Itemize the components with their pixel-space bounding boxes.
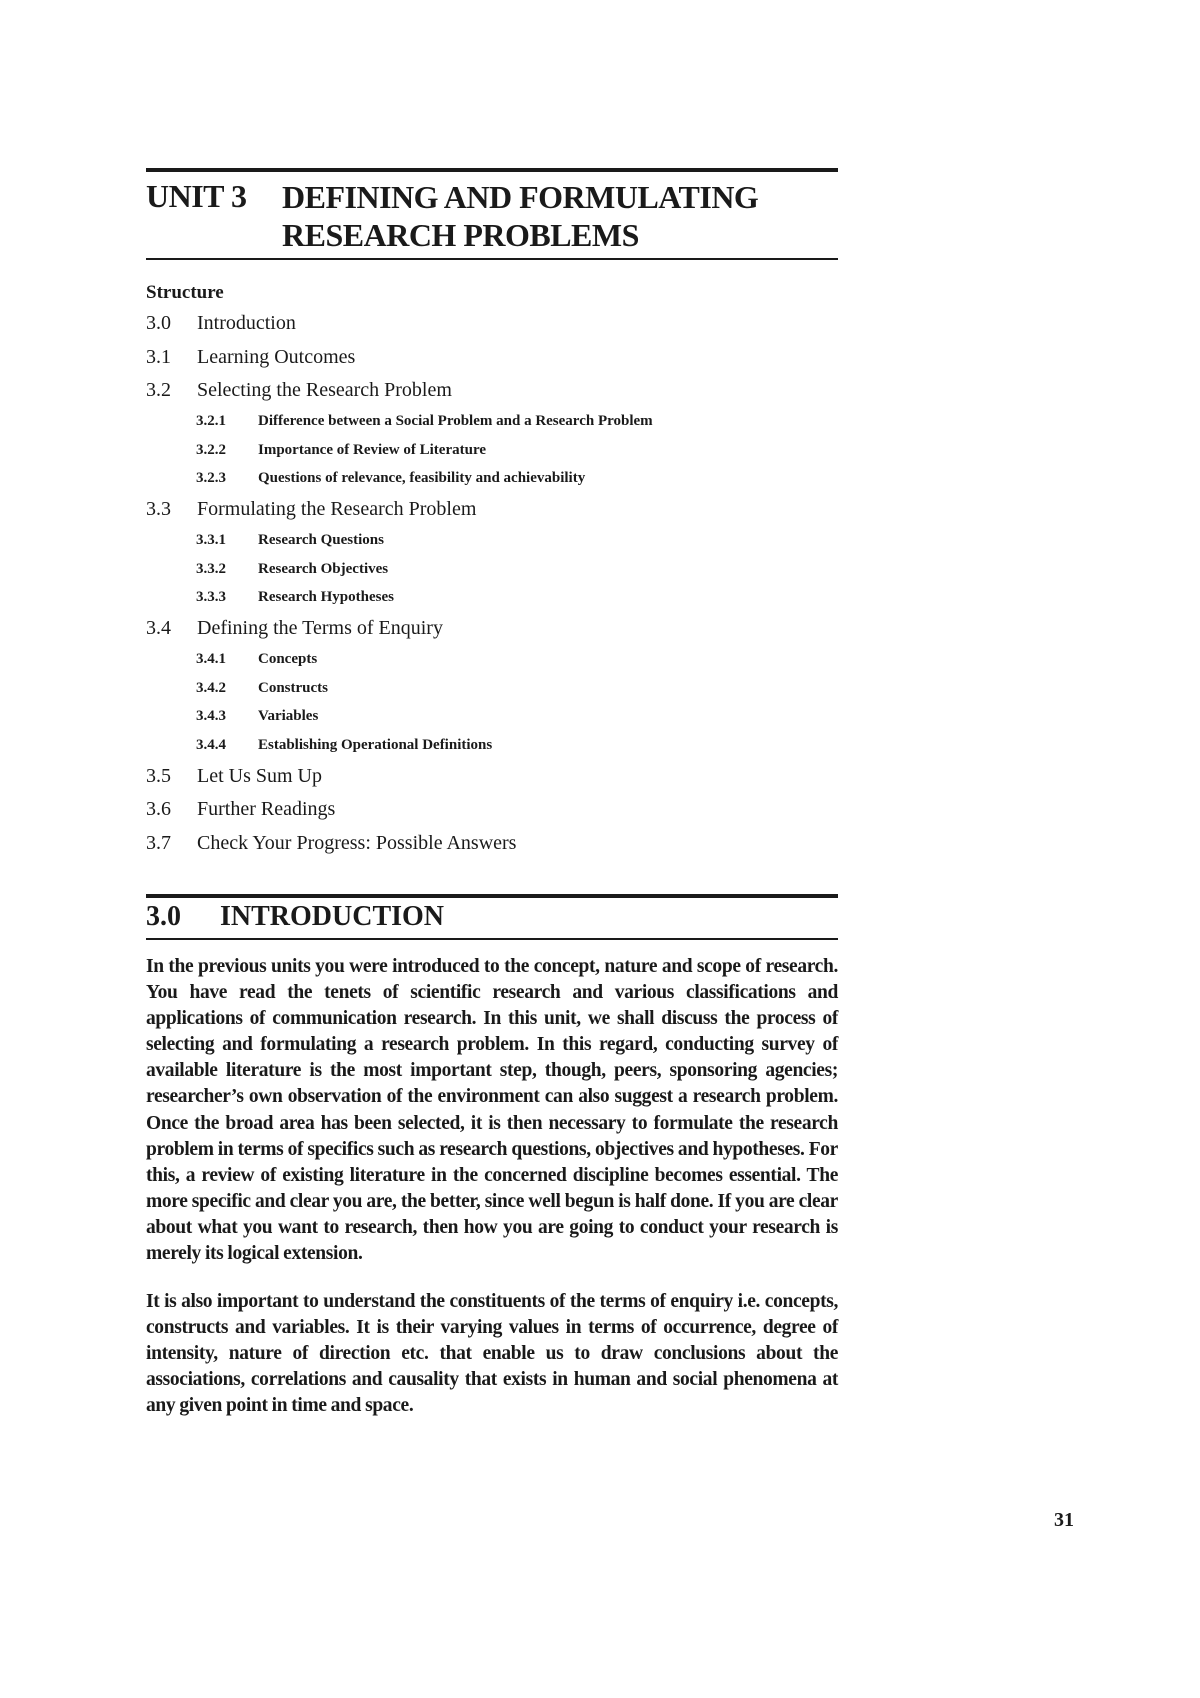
structure-item-title: Learning Outcomes: [197, 345, 356, 368]
structure-item-title: Formulating the Research Problem: [197, 498, 477, 520]
unit-title-line-1: DEFINING AND FORMULATING: [282, 179, 759, 215]
structure-item-title: Check Your Progress: Possible Answers: [197, 831, 517, 854]
structure-item-number: 3.4: [146, 617, 171, 639]
structure-item-number: 3.5: [146, 764, 171, 787]
structure-item-title: Selecting the Research Problem: [197, 379, 452, 401]
structure-subitem-title: Questions of relevance, feasibility and achievability: [258, 470, 586, 486]
structure-subitem-title: Constructs: [258, 679, 328, 696]
structure-item-number: 3.2: [146, 379, 171, 401]
structure-subitem-title: Difference between a Social Problem and a Research Problem: [258, 413, 653, 429]
unit-label: UNIT 3: [146, 178, 247, 214]
intro-paragraph-1: In the previous units you were introduced to the concept, nature and scope of research. You have read the tenets of scientific research and various classifications and applications of communication research. In this unit, we shall discuss the process of selecting and formulating a research problem. In this regard, conducting survey of available literature is the most important step, though, peers, sponsoring agencies; researcher’s own observation of the environment can also suggest a research problem. Once the broad area has been selected, it is then necessary to formulate the research problem in terms of specifics such as research questions, objectives and hypotheses. For this, a review of existing literature in the concerned discipline becomes essential. The more specific and clear you are, the better, since well begun is half done. If you are clear about what you want to research, then how you are going to conduct your research is merely its logical extension.: [146, 956, 838, 1265]
structure-subitem-number: 3.3.2: [196, 560, 226, 577]
unit-title: [282, 178, 842, 254]
structure-item-number: 3.0: [146, 312, 171, 334]
section-title: INTRODUCTION: [220, 901, 445, 932]
structure-item-title: Introduction: [197, 312, 296, 334]
structure-item-title: Further Readings: [197, 798, 336, 820]
structure-subitem-number: 3.4.1: [196, 651, 226, 667]
structure-subitem-title: Variables: [258, 708, 319, 724]
structure-subitem-title: Establishing Operational Definitions: [258, 736, 493, 753]
structure-subitem-number: 3.4.4: [196, 736, 226, 753]
section-header: [146, 894, 838, 940]
structure-subitem-number: 3.2.3: [196, 470, 226, 486]
structure-subitem-title: Concepts: [258, 651, 318, 667]
structure-subitem-number: 3.4.2: [196, 679, 226, 696]
structure-item-title: Defining the Terms of Enquiry: [197, 617, 443, 639]
intro-paragraph-2: It is also important to understand the constituents of the terms of enquiry i.e. concepts, constructs and variables. It is their varying values in terms of occurrence, degree of intensity, nature of direction etc. that enable us to draw conclusions about the associations, correlations and causality that exists in human and social phenomena at any given point in time and space.: [146, 1291, 838, 1417]
unit-header: [146, 168, 838, 260]
structure-heading: Structure: [146, 282, 224, 303]
structure-item-title: Let Us Sum Up: [197, 764, 322, 787]
page-number: 31: [1054, 1509, 1074, 1531]
section-number: 3.0: [146, 901, 181, 932]
structure-item-number: 3.1: [146, 345, 171, 368]
structure-subitem-number: 3.3.1: [196, 532, 226, 548]
structure-subitem-number: 3.3.3: [196, 589, 226, 605]
unit-title-line-2: RESEARCH PROBLEMS: [282, 217, 639, 253]
structure-subitem-number: 3.2.1: [196, 413, 226, 429]
structure-item-number: 3.7: [146, 831, 171, 854]
structure-subitem-number: 3.4.3: [196, 708, 226, 724]
structure-subitem-title: Research Hypotheses: [258, 589, 394, 605]
structure-subitem-number: 3.2.2: [196, 441, 226, 458]
structure-subitem-title: Research Questions: [258, 532, 384, 548]
structure-subitem-title: Research Objectives: [258, 560, 389, 577]
structure-item-number: 3.3: [146, 498, 171, 520]
structure-subitem-title: Importance of Review of Literature: [258, 441, 486, 458]
structure-item-number: 3.6: [146, 798, 171, 820]
